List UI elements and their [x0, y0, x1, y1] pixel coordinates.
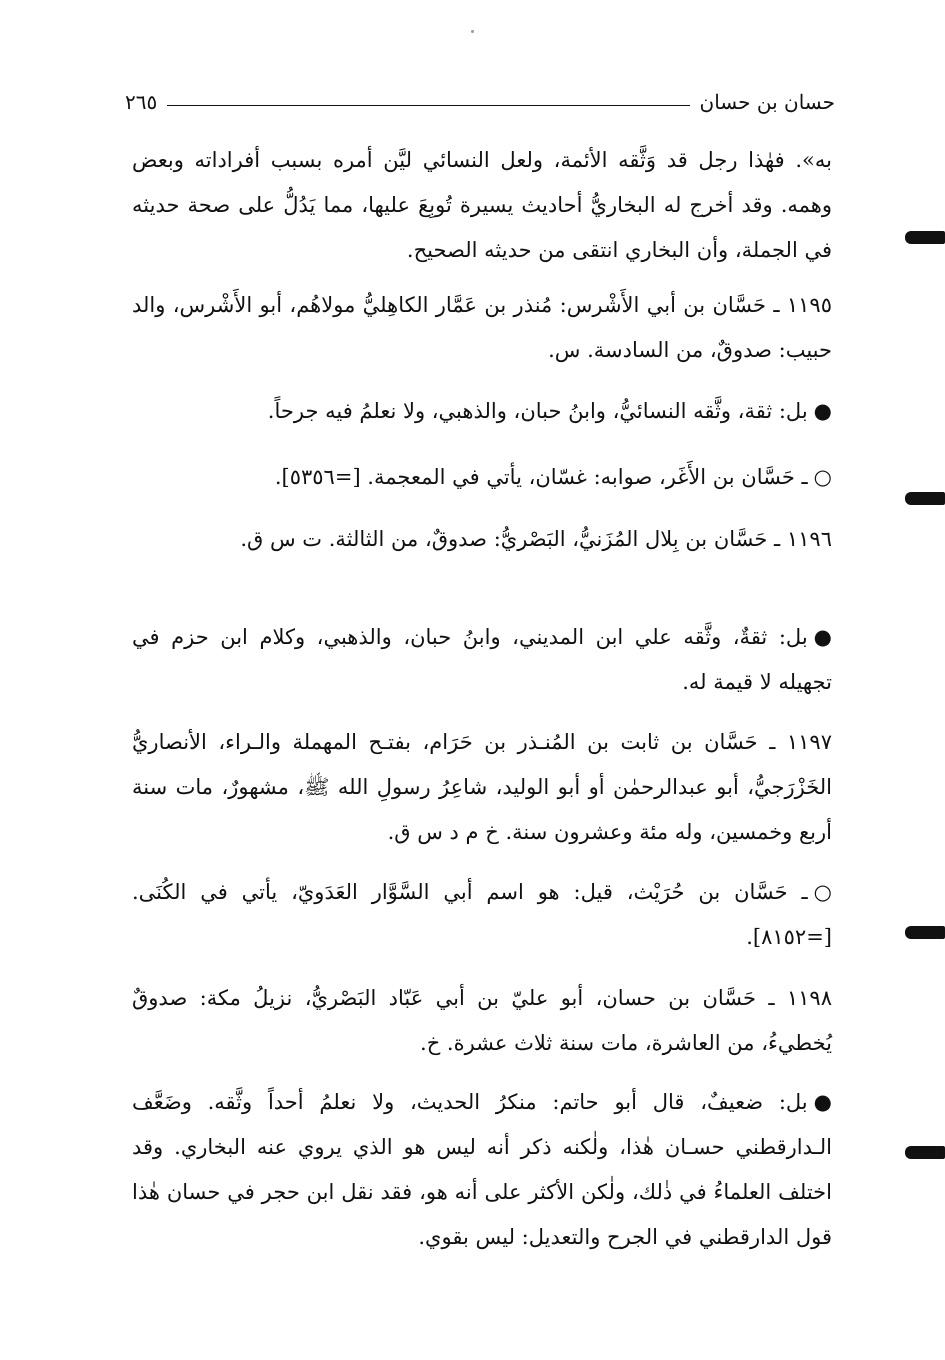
- entry-1197: [132, 720, 832, 855]
- margin-mark: [905, 492, 945, 505]
- cross-reference-alaghar: [132, 455, 832, 500]
- entry-1198: [132, 976, 832, 1066]
- cross-reference-text: ـ حَسَّان بن الأَغَر، صوابه: غسّان، يأتي في المعجمة. [=٥٣٥٦].: [274, 465, 808, 489]
- margin-mark: [905, 926, 945, 939]
- header-rule: [167, 105, 689, 106]
- comment-1198: [132, 1080, 832, 1260]
- page-header: [125, 82, 835, 122]
- page-number: ٢٦٥: [125, 90, 158, 114]
- comment-1195: [132, 389, 832, 434]
- entry-text: ١١٩٨ ـ حَسَّان بن حسان، أبو عليّ بن أبي عَبّاد البَصْريُّ، نزيلُ مكة: صدوقٌ يُخطيءُ، من العاشرة، مات سنة ثلاث عشرة. خ.: [132, 986, 832, 1055]
- entry-text: ١١٩٧ ـ حَسَّان بن ثابت بن المُنـذر بن حَرَام، بفتـح المهملة والـراء، الأنصاريُّ الخَزْرَجيُّ، أبو عبدالرحمٰن أو أبو الوليد، شاعِرُ رسولِ الله ﷺ، مشهورٌ، مات سنة أربع وخمسين، وله مئة وعشرون سنة. خ م د س ق.: [132, 730, 832, 844]
- comment-text: بل: ثقة، وثَّقه النسائيُّ، وابنُ حبان، والذهبي، ولا نعلمُ فيه جرحاً.: [267, 399, 808, 423]
- comment-text: بل: ثقةٌ، وثَّقه علي ابن المديني، وابنُ حبان، والذهبي، وكلام ابن حزم في تجهيله لا قيمة له.: [132, 625, 832, 694]
- entry-text: ١١٩٥ ـ حَسَّان بن أبي الأَشْرس: مُنذر بن عَمَّار الكاهِليُّ مولاهُم، أبو الأَشْرس، والد حبيب: صدوقٌ، من السادسة. س.: [132, 293, 832, 362]
- filled-circle-icon: ●: [813, 399, 832, 423]
- cross-reference-text: ـ حَسَّان بن حُرَيْث، قيل: هو اسم أبي السَّوَّار العَدَويّ، يأتي في الكُنَى. [=٨١٥٢].: [132, 880, 832, 949]
- paragraph-continuation: [132, 138, 832, 273]
- cross-reference-huraith: [132, 870, 832, 960]
- running-title: حسان بن حسان: [699, 90, 835, 114]
- comment-1196: [132, 615, 832, 705]
- comment-text: بل: ضعيفٌ، قال أبو حاتم: منكرُ الحديث، ولا نعلمُ أحداً وثَّقه. وضَعَّف الـدارقطني حسـان هٰذا، ولٰكنه ذكر أنه ليس هو الذي يروي عنه البخاري. وقد اختلف العلماءُ في ذٰلك، ولٰكن الأكثر على أنه هو، فقد نقل ابن حجر في حسان هٰذا قول الدارقطني في الجرح والتعديل: ليس بقوي.: [132, 1090, 832, 1249]
- hollow-circle-icon: ○: [813, 465, 832, 489]
- hollow-circle-icon: ○: [813, 880, 832, 904]
- filled-circle-icon: ●: [813, 625, 832, 649]
- filled-circle-icon: ●: [813, 1090, 832, 1114]
- entry-text: ١١٩٦ ـ حَسَّان بن بِلال المُزَنيُّ، البَصْريُّ: صدوقٌ، من الثالثة. ت س ق.: [240, 527, 832, 551]
- margin-mark: [905, 231, 945, 244]
- margin-mark: [905, 1146, 945, 1159]
- entry-1196: [132, 517, 832, 562]
- scan-speck: [471, 30, 474, 33]
- paragraph-text: به». فهٰذا رجل قد وَثَّقه الأئمة، ولعل النسائي ليَّن أمره بسبب أفراداته وبعض وهمه. وقد أخرج له البخاريُّ أحاديث يسيرة تُوبِعَ عليها، مما يَدُلُّ على صحة حديثه في الجملة، وأن البخاري انتقى من حديثه الصحيح.: [132, 148, 832, 262]
- entry-1195: [132, 283, 832, 373]
